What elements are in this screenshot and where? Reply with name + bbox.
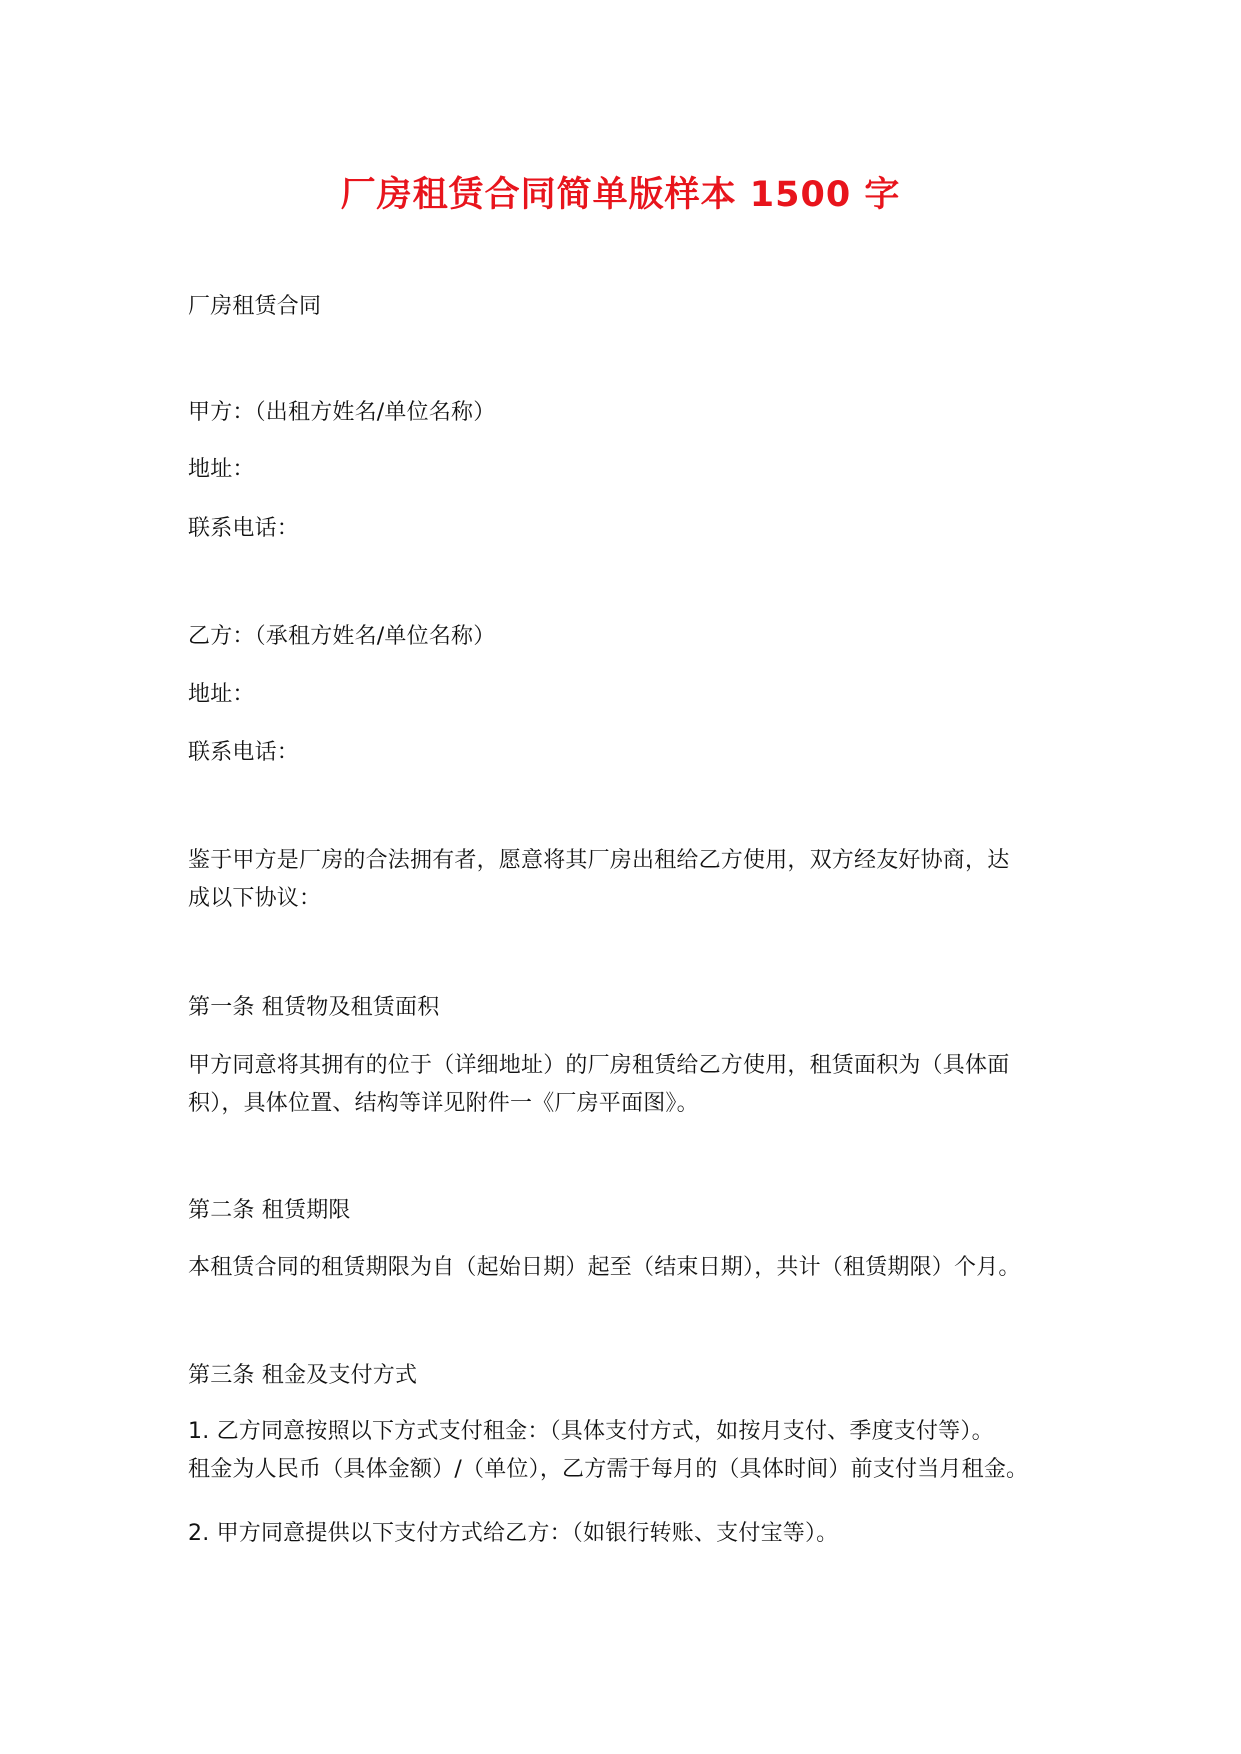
document-title: 厂房租赁合同简单版样本 1500 字 — [340, 175, 901, 215]
article2-paragraph — [188, 1249, 1068, 1287]
article2-line: 本租赁合同的租赁期限为自（起始日期）起至（结束日期），共计（租赁期限）个月。 — [188, 1255, 1021, 1280]
contract-name: 厂房租赁合同 — [188, 294, 322, 319]
article3-line: 1. 乙方同意按照以下方式支付租金：（具体支付方式，如按月支付、季度支付等）。 — [188, 1419, 994, 1444]
preamble-line: 鉴于甲方是厂房的合法拥有者，愿意将其厂房出租给乙方使用，双方经友好协商，达 — [188, 848, 1010, 873]
article3-heading: 第三条 租金及支付方式 — [188, 1363, 418, 1388]
article3-line: 租金为人民币（具体金额）/（单位），乙方需于每月的（具体时间）前支付当月租金。 — [188, 1457, 1029, 1482]
party-a-address: 地址： — [188, 457, 255, 482]
article1-line: 甲方同意将其拥有的位于（详细地址）的厂房租赁给乙方使用，租赁面积为（具体面 — [188, 1053, 1010, 1078]
preamble-paragraph — [188, 842, 1068, 918]
article1-heading: 第一条 租赁物及租赁面积 — [188, 995, 440, 1020]
article3-item1 — [188, 1413, 1068, 1489]
article1-paragraph — [188, 1047, 1068, 1123]
article3-line: 2. 甲方同意提供以下支付方式给乙方：（如银行转账、支付宝等）。 — [188, 1521, 839, 1546]
preamble-line: 成以下协议： — [188, 886, 322, 911]
article2-heading: 第二条 租赁期限 — [188, 1198, 351, 1223]
article3-item2 — [188, 1515, 1068, 1553]
party-a-name: 甲方：（出租方姓名/单位名称） — [188, 400, 496, 425]
article1-line: 积），具体位置、结构等详见附件一《厂房平面图》。 — [188, 1091, 699, 1116]
party-b-address: 地址： — [188, 682, 255, 707]
party-b-phone: 联系电话： — [188, 740, 300, 765]
party-b-name: 乙方：（承租方姓名/单位名称） — [188, 624, 496, 649]
party-a-phone: 联系电话： — [188, 516, 300, 541]
